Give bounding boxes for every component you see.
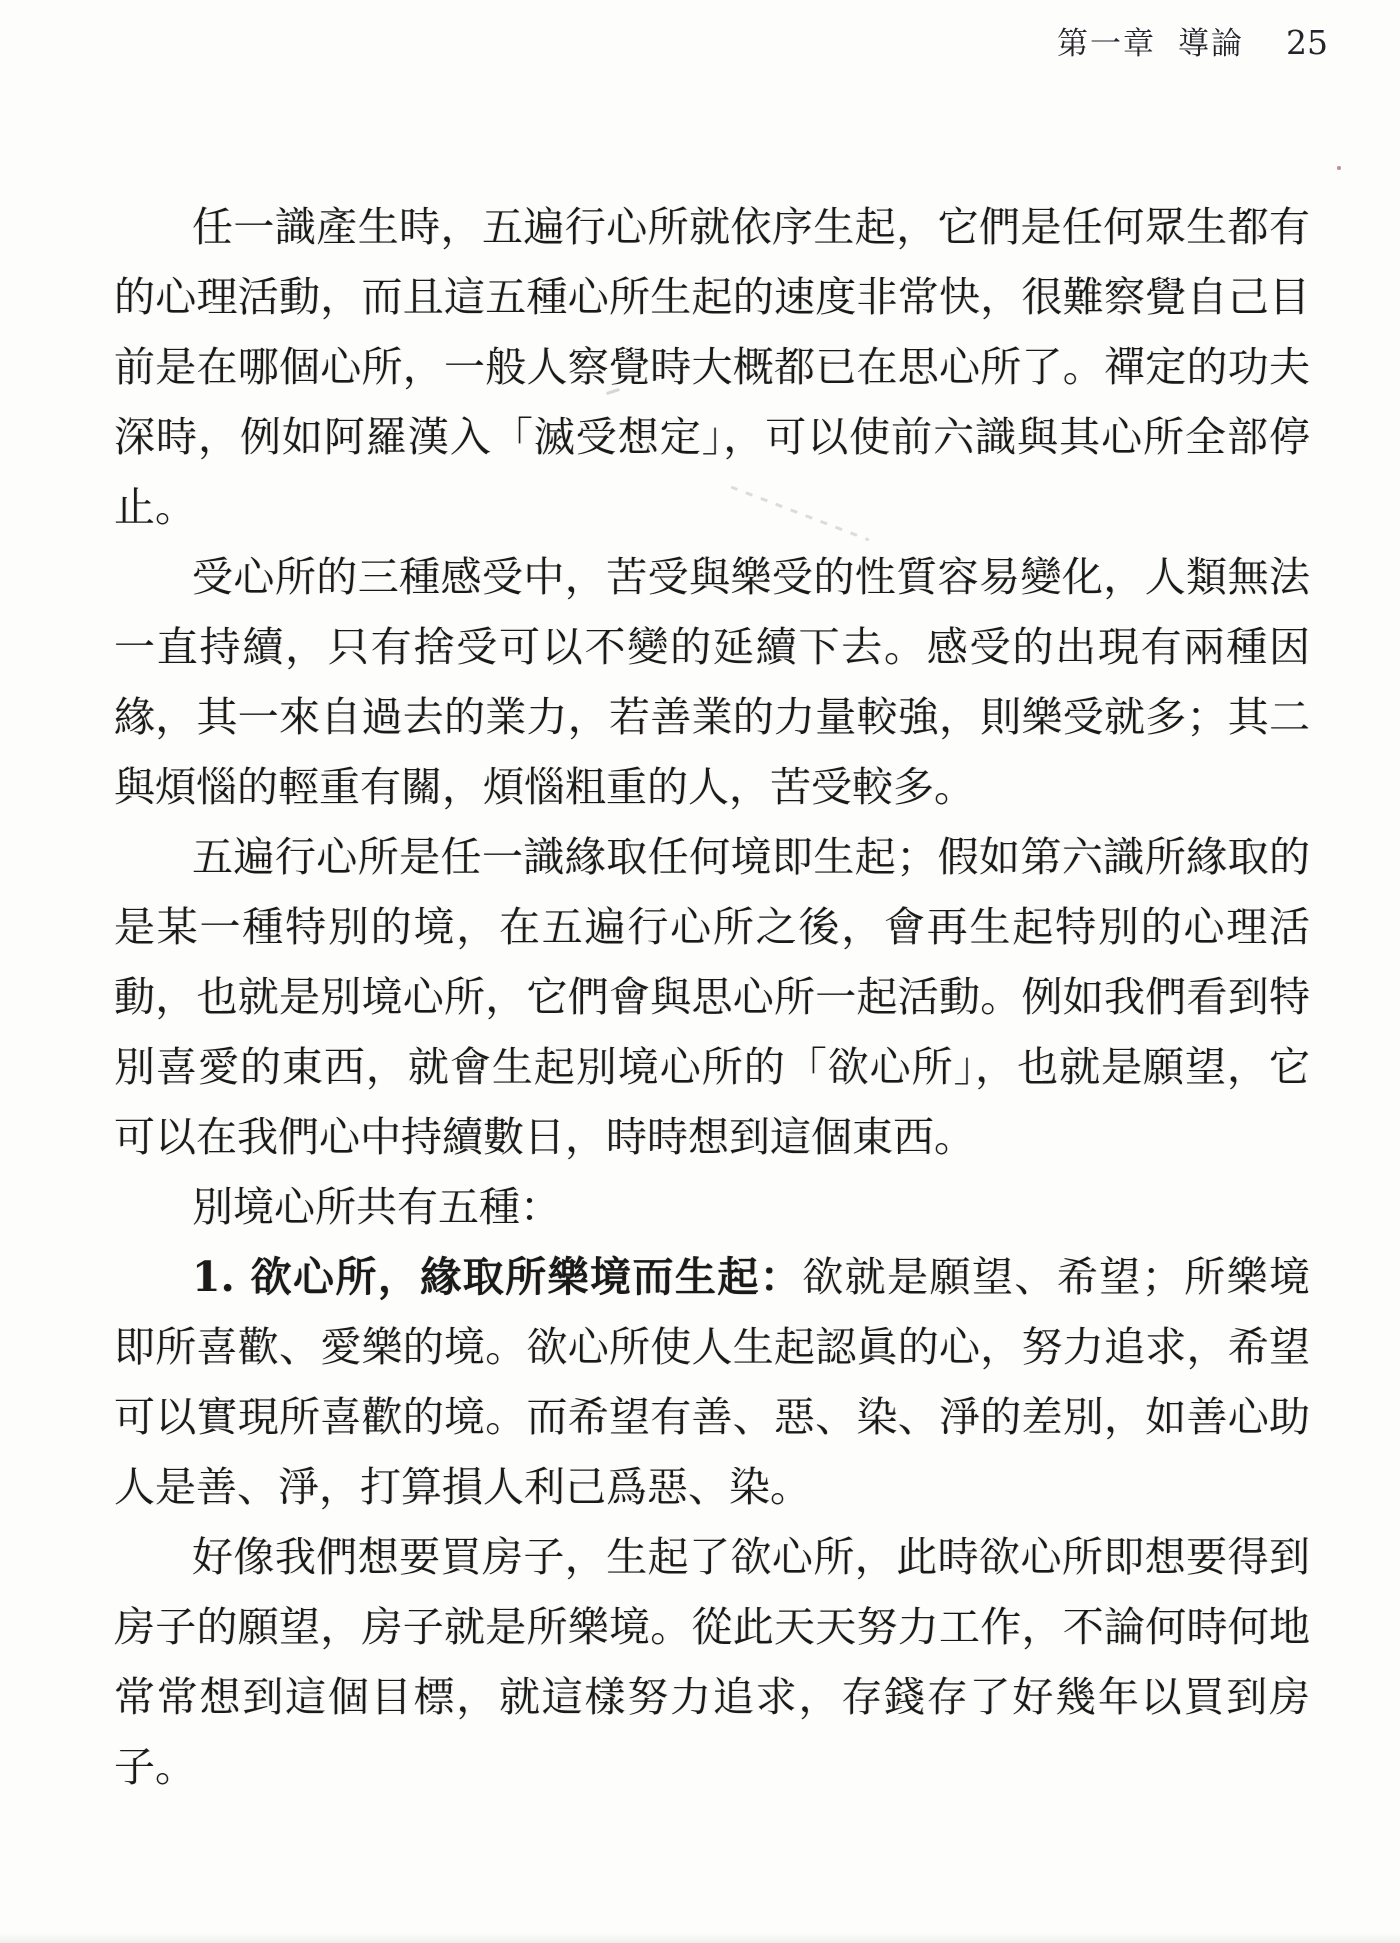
section-title: 導論 bbox=[1178, 26, 1244, 62]
paragraph-4: 別境心所共有五種： bbox=[192, 1183, 561, 1231]
running-header bbox=[1057, 18, 1328, 63]
scan-speck bbox=[1337, 166, 1341, 170]
paragraph-6: 好像我們想要買房子，生起了欲心所，此時欲心所即想要得到房子的願望，房子就是所樂境。從此天天努力工作，不論何時何地常常想到這個目標，就這樣努力追求，存錢存了好幾年以買到房子。 bbox=[114, 1533, 1310, 1791]
numbered-item-body: 欲就是願望、希望；所樂境即所喜歡、愛樂的境。欲心所使人生起認眞的心，努力追求，希望可以實現所喜歡的境。而希望有善、惡、染、淨的差別，如善心助人是善、淨，打算損人利己爲惡、染。 bbox=[114, 1253, 1311, 1511]
paragraph-5-numbered-item bbox=[114, 1242, 1310, 1522]
body-text bbox=[114, 192, 1310, 1802]
paragraph-3: 五遍行心所是任一識緣取任何境即生起；假如第六識所緣取的是某一種特別的境，在五遍行心所之後，會再生起特別的心理活動，也就是別境心所，它們會與思心所一起活動。例如我們看到特別喜愛的東西，就會生起別境心所的「欲心所」，也就是願望，它可以在我們心中持續數日，時時想到這個東西。 bbox=[114, 833, 1310, 1161]
page-number: 25 bbox=[1286, 23, 1328, 62]
paragraph-1: 任一識產生時，五遍行心所就依序生起，它們是任何眾生都有的心理活動，而且這五種心所生起的速度非常快，很難察覺自己目前是在哪個心所，一般人察覺時大概都已在思心所了。禪定的功夫深時，例如阿羅漢入「滅受想定」，可以使前六識與其心所全部停止。 bbox=[114, 203, 1310, 531]
paragraph-2: 受心所的三種感受中，苦受與樂受的性質容易變化，人類無法一直持續，只有捨受可以不變的延續下去。感受的出現有兩種因緣，其一來自過去的業力，若善業的力量較強，則樂受就多；其二與煩惱的輕重有關，煩惱粗重的人，苦受較多。 bbox=[114, 553, 1310, 811]
chapter-title: 第一章 bbox=[1057, 26, 1156, 62]
numbered-item-lead: 1. 欲心所，緣取所樂境而生起： bbox=[192, 1253, 803, 1301]
page-bottom-scan-shadow bbox=[0, 1933, 1400, 1943]
